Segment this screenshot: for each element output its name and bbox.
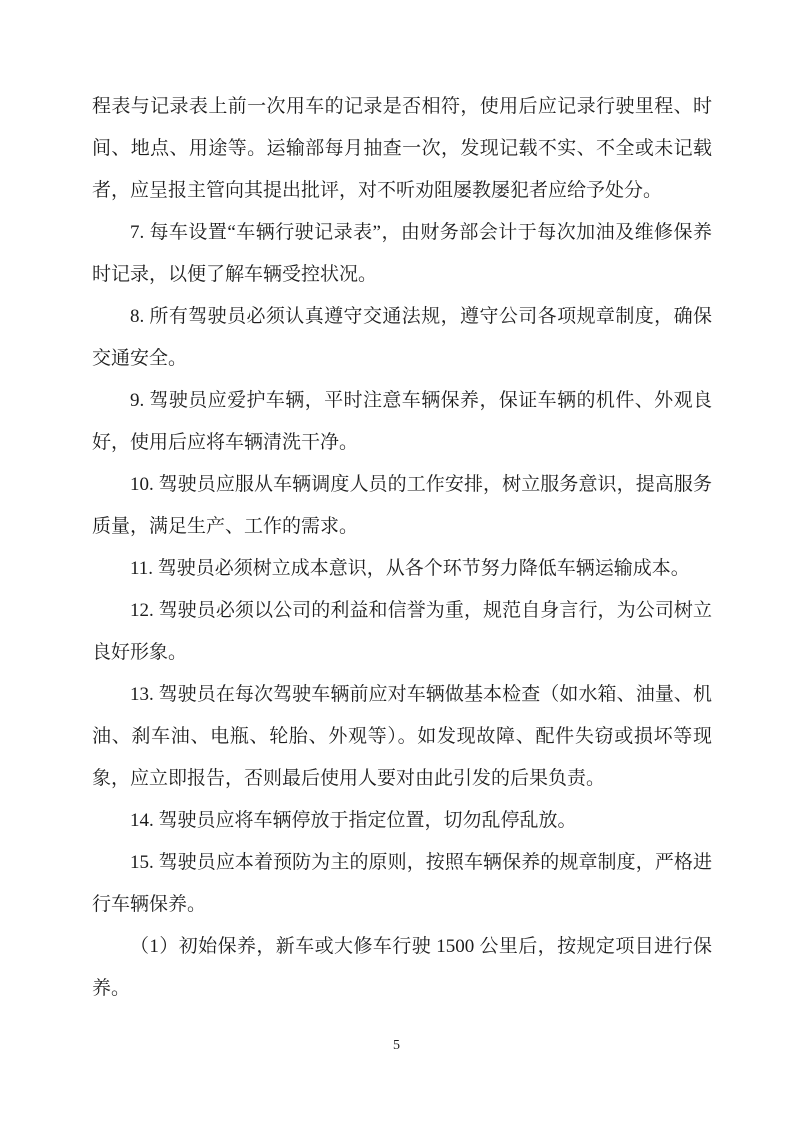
paragraph: 8. 所有驾驶员必须认真遵守交通法规，遵守公司各项规章制度，确保交通安全。	[92, 306, 712, 369]
paragraph: 14. 驾驶员应将车辆停放于指定位置，切勿乱停乱放。	[130, 810, 577, 831]
paragraph: 11. 驾驶员必须树立成本意识，从各个环节努力降低车辆运输成本。	[130, 558, 690, 579]
paragraph: 7. 每车设置“车辆行驶记录表”，由财务部会计于每次加油及维修保养时记录，以便了解车辆受控状况。	[92, 222, 712, 285]
paragraph: 12. 驾驶员必须以公司的利益和信誉为重，规范自身言行，为公司树立良好形象。	[92, 600, 712, 663]
paragraph: 13. 驾驶员在每次驾驶车辆前应对车辆做基本检查（如水箱、油量、机油、刹车油、电瓶、轮胎、外观等）。如发现故障、配件失窃或损坏等现象，应立即报告，否则最后使用人要对由此引发的后果负责。	[92, 684, 712, 789]
paragraph: 15. 驾驶员应本着预防为主的原则，按照车辆保养的规章制度，严格进行车辆保养。	[92, 852, 712, 915]
paragraph: （1）初始保养，新车或大修车行驶 1500 公里后，按规定项目进行保养。	[92, 936, 712, 999]
document-body	[92, 86, 712, 1010]
page-number: 5	[393, 1038, 400, 1053]
paragraph: 10. 驾驶员应服从车辆调度人员的工作安排，树立服务意识，提高服务质量，满足生产、工作的需求。	[92, 474, 712, 537]
paragraph: 9. 驾驶员应爱护车辆，平时注意车辆保养，保证车辆的机件、外观良好，使用后应将车辆清洗干净。	[92, 390, 712, 453]
paragraph: 程表与记录表上前一次用车的记录是否相符，使用后应记录行驶里程、时间、地点、用途等。运输部每月抽查一次，发现记载不实、不全或未记载者，应呈报主管向其提出批评，对不听劝阻屡教屡犯者应给予处分。	[92, 96, 712, 201]
